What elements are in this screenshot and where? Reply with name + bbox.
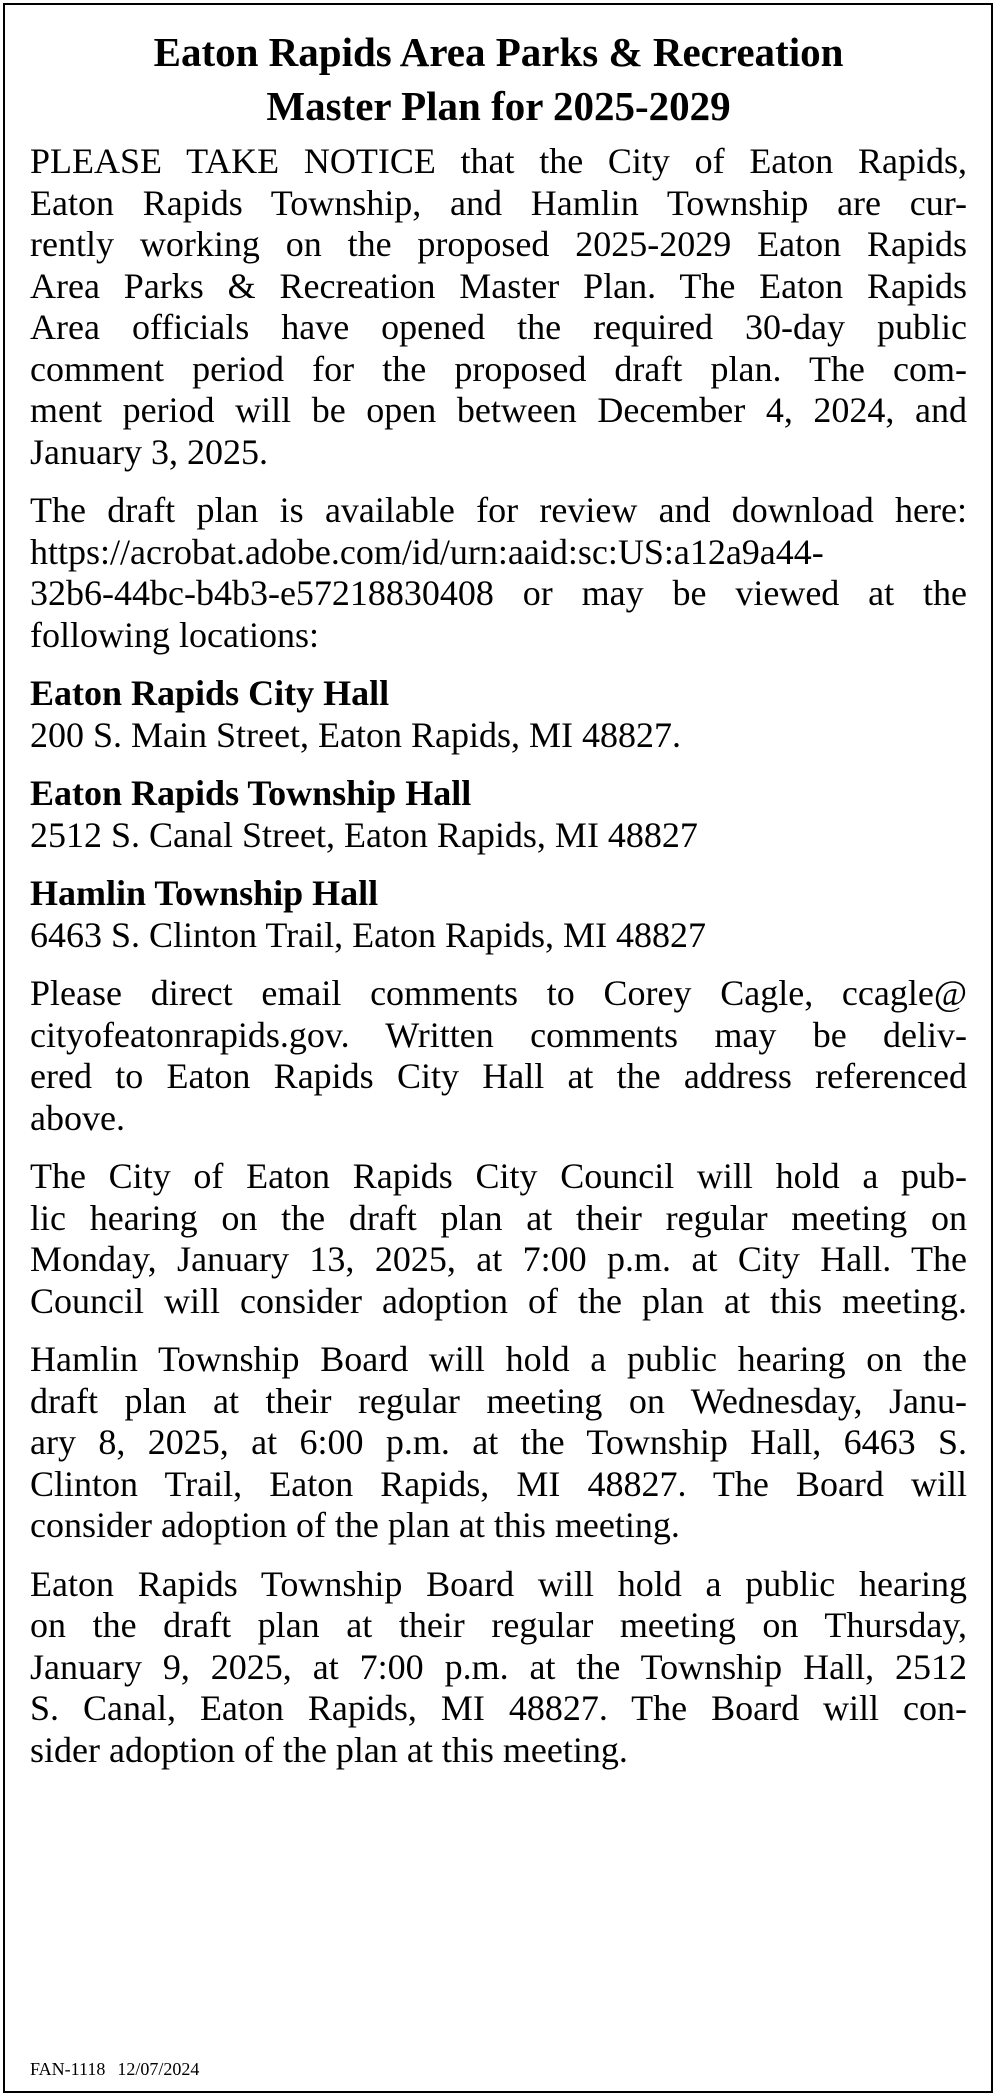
location-name: Eaton Rapids Township Hall [30,773,472,813]
notice-title-line-1: Eaton Rapids Area Parks & Recreation [153,29,844,75]
intro-paragraph [30,141,967,473]
text-line: The draft plan is available for review and download here: [30,490,967,530]
text-line: Monday, January 13, 2025, at 7:00 p.m. at City Hall. The [30,1239,967,1279]
public-notice [3,3,993,2093]
text-line: ary 8, 2025, at 6:00 p.m. at the Township Hall, 6463 S. [30,1422,967,1462]
text-line: S. Canal, Eaton Rapids, MI 48827. The Board will con- [30,1688,967,1728]
location-hamlin-hall [30,873,967,956]
location-address: 6463 S. Clinton Trail, Eaton Rapids, MI 48827 [30,914,707,955]
text-line: Eaton Rapids Township, and Hamlin Township are cur- [30,182,967,223]
text-line: January 9, 2025, at 7:00 p.m. at the Township Hall, 2512 [30,1646,967,1687]
location-township-hall [30,773,967,856]
text-line: lic hearing on the draft plan at their regular meeting on [30,1197,967,1238]
notice-date: 12/07/2024 [117,2059,200,2079]
eaton-board-paragraph [30,1564,967,1772]
comments-paragraph [30,973,967,1139]
text-line: on the draft plan at their regular meeting on Thursday, [30,1605,967,1645]
city-council-paragraph [30,1156,967,1322]
text-line: comment period for the proposed draft plan. The com- [30,348,967,389]
text-line: rently working on the proposed 2025-2029 Eaton Rapids [30,224,967,264]
text-line: 32b6-44bc-b4b3-e57218830408 or may be viewed at the [30,573,967,613]
text-line: cityofeatonrapids.gov. Written comments may be deliv- [30,1014,967,1055]
text-line: Please direct email comments to Corey Cagle, ccagle@ [30,973,967,1013]
text-line: following locations: [30,614,319,655]
text-line: January 3, 2025. [30,431,268,472]
availability-paragraph [30,490,967,656]
location-address: 2512 S. Canal Street, Eaton Rapids, MI 48827 [30,814,698,855]
text-line: Area officials have opened the required 30-day public [30,307,967,347]
notice-title [30,25,967,133]
notice-code: FAN-1118 [30,2059,106,2079]
text-line: Council will consider adoption of the plan at this meeting. [30,1280,967,1321]
location-name: Eaton Rapids City Hall [30,673,390,713]
location-address: 200 S. Main Street, Eaton Rapids, MI 48827. [30,714,681,755]
text-line: draft plan at their regular meeting on Wednesday, Janu- [30,1380,967,1421]
text-line: above. [30,1097,125,1138]
text-line: ment period will be open between December 4, 2024, and [30,390,967,430]
text-line: consider adoption of the plan at this meeting. [30,1505,680,1545]
draft-plan-link-line: https://acrobat.adobe.com/id/urn:aaid:sc:US:a12a9a44- [30,531,824,572]
text-line: Clinton Trail, Eaton Rapids, MI 48827. The Board will [30,1463,967,1504]
text-line: ered to Eaton Rapids City Hall at the address referenced [30,1056,967,1096]
location-city-hall [30,673,967,756]
notice-footer [30,2058,199,2080]
text-line: The City of Eaton Rapids City Council will hold a pub- [30,1156,967,1196]
location-name: Hamlin Township Hall [30,873,379,913]
text-line: Eaton Rapids Township Board will hold a public hearing [30,1563,967,1604]
text-line: PLEASE TAKE NOTICE that the City of Eaton Rapids, [30,141,967,181]
text-line: Hamlin Township Board will hold a public hearing on the [30,1339,967,1379]
hamlin-board-paragraph [30,1339,967,1547]
notice-title-line-2: Master Plan for 2025-2029 [266,83,731,129]
text-line: sider adoption of the plan at this meeting. [30,1729,628,1770]
text-line: Area Parks & Recreation Master Plan. The Eaton Rapids [30,265,967,306]
